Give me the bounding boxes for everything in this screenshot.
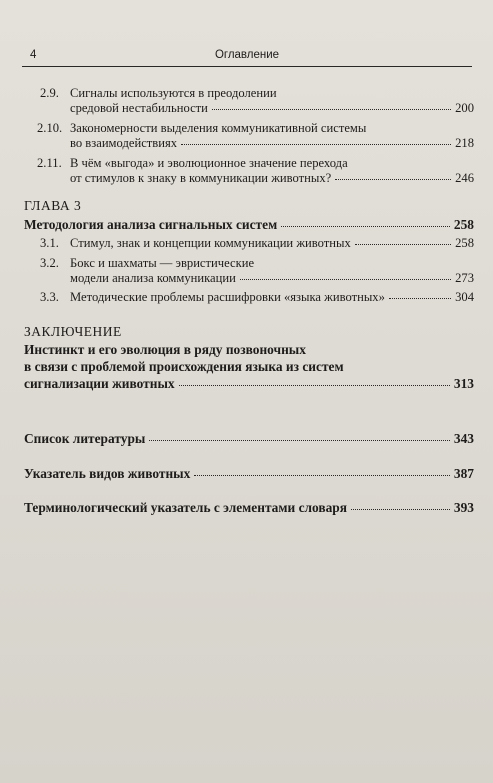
chapter-heading: ГЛАВА 3 (24, 198, 82, 213)
toc-entry-2-10[interactable] (37, 121, 474, 151)
section-number: 3.1. (40, 236, 59, 250)
page-ref: 218 (455, 136, 474, 150)
toc-entry-bibliography[interactable] (24, 430, 474, 447)
toc-entry-term-index[interactable] (24, 499, 474, 516)
dot-leader (179, 385, 450, 386)
dot-leader (149, 440, 450, 441)
dot-leader (389, 298, 451, 299)
page-ref: 393 (453, 500, 474, 515)
dot-leader (240, 279, 451, 280)
entry-text-line: сигнализации животных (24, 376, 175, 391)
dot-leader (181, 144, 451, 145)
toc-entry-species-index[interactable] (24, 465, 474, 482)
conclusion-heading: ЗАКЛЮЧЕНИЕ (24, 324, 122, 339)
page-ref: 313 (453, 376, 474, 391)
chapter-title: Методология анализа сигнальных систем (24, 217, 278, 232)
entry-text-line: модели анализа коммуникации (70, 271, 236, 285)
entry-text-line: Сигналы используются в преодолении (70, 86, 277, 100)
entry-text-line: Бокс и шахматы — эвристические (70, 256, 255, 270)
entry-text-line: во взаимодействиях (70, 136, 178, 150)
toc-entry-chapter-3[interactable] (24, 216, 474, 233)
section-number: 2.10. (37, 121, 63, 135)
toc-entry-conclusion[interactable] (24, 341, 474, 392)
dot-leader (212, 109, 451, 110)
section-number: 2.9. (40, 86, 59, 100)
entry-text-line: Инстинкт и его эволюция в ряду позвоночных (24, 342, 306, 357)
dot-leader (355, 244, 451, 245)
entry-title: Список литературы (24, 431, 146, 446)
entry-text-line: в связи с проблемой происхождения языка из систем (24, 359, 344, 374)
page-ref: 258 (453, 217, 474, 232)
dot-leader (194, 475, 450, 476)
entry-title: Указатель видов животных (24, 466, 191, 481)
entry-text-line: Методические проблемы расшифровки «языка животных» (70, 290, 385, 304)
section-number: 3.3. (40, 290, 59, 304)
toc-entry-3-1[interactable] (40, 236, 474, 251)
toc-entry-2-9[interactable] (40, 86, 474, 116)
section-number: 3.2. (40, 256, 59, 270)
toc-entry-3-2[interactable] (40, 256, 474, 286)
entry-title: Терминологический указатель с элементами словаря (24, 500, 348, 515)
page-number: 4 (30, 49, 37, 61)
dot-leader (281, 226, 450, 227)
running-title: Оглавление (214, 49, 280, 61)
dot-leader (335, 179, 451, 180)
page-ref: 273 (455, 271, 474, 285)
entry-text-line: В чём «выгода» и эволюционное значение перехода (70, 156, 348, 170)
page-ref: 304 (455, 290, 474, 304)
entry-text-line: средовой нестабильности (70, 101, 208, 115)
page-ref: 343 (453, 431, 474, 446)
entry-text-line: Стимул, знак и концепции коммуникации животных (70, 236, 351, 250)
entry-text-line: от стимулов к знаку в коммуникации животных? (70, 171, 332, 185)
page-ref: 387 (453, 466, 474, 481)
toc-entry-3-3[interactable] (40, 290, 474, 305)
toc-entry-2-11[interactable] (37, 156, 474, 186)
dot-leader (351, 509, 450, 510)
running-head (22, 48, 472, 67)
page-ref: 200 (455, 101, 474, 115)
entry-text-line: Закономерности выделения коммуникативной системы (70, 121, 367, 135)
section-number: 2.11. (37, 156, 62, 170)
page-ref: 246 (455, 171, 474, 185)
page-ref: 258 (455, 236, 474, 250)
